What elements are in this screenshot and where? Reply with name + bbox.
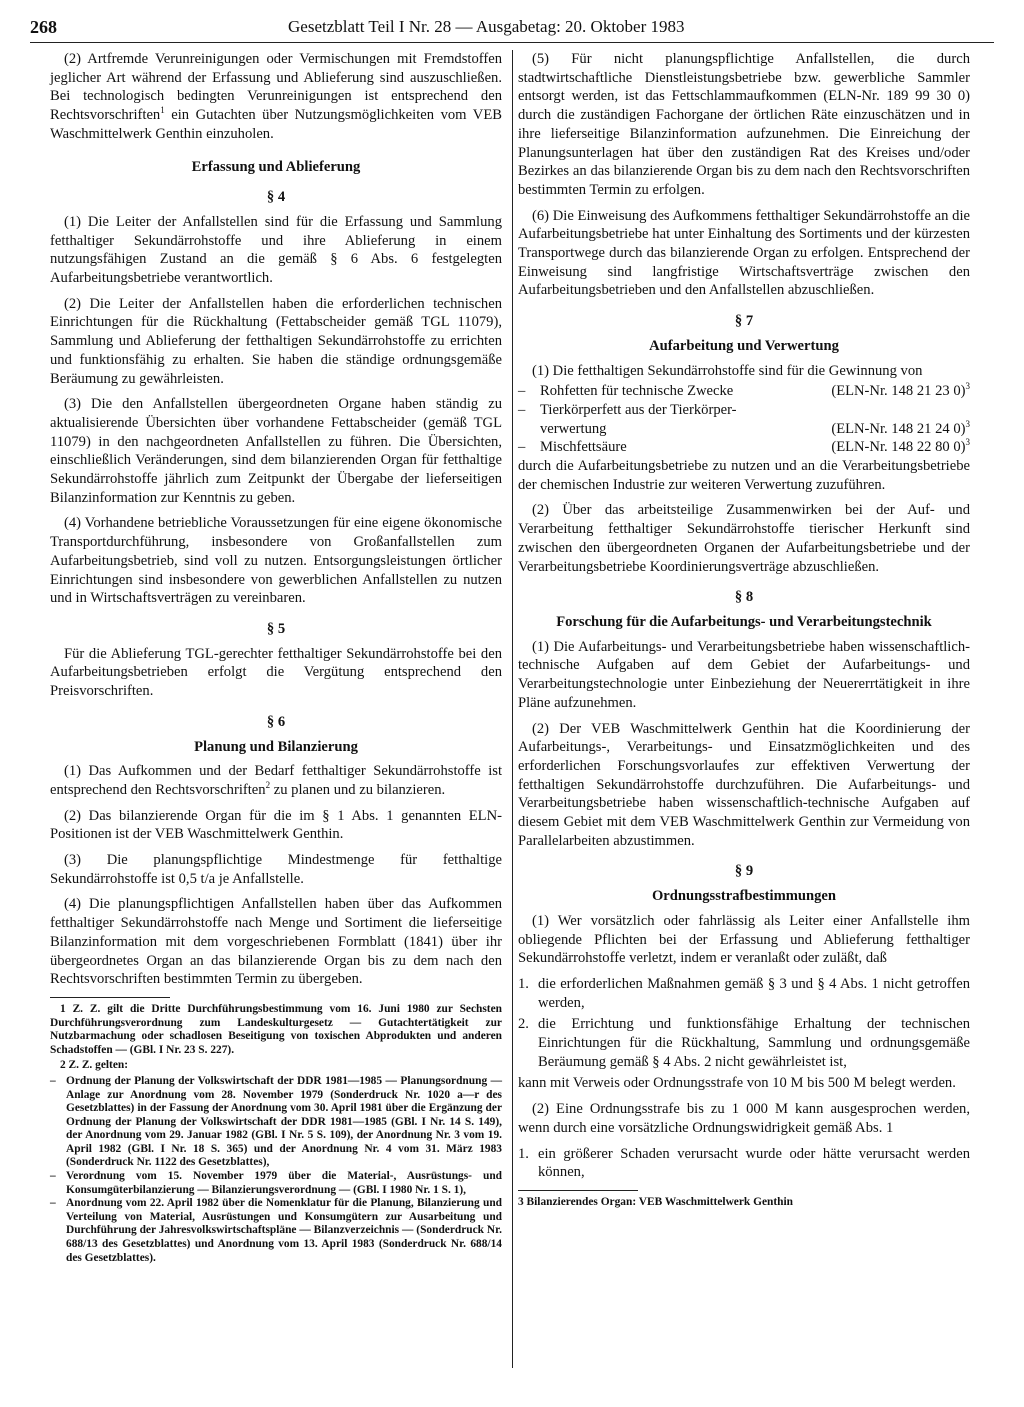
paragraph-s4-4: (4) Vorhandene betriebliche Voraussetzungen für eine eigene ökonomische Transportdurchführung, insbesondere von Großanfallstellen zum Aufarbeitungsbetrieb, sind voll zu nutzen. Entsorgungsleistungen örtlicher Einrichtungen sind insbesondere von gewerblichen Anfallstellen zu nutzen und in Wirtschaftsverträgen zu vereinbaren.: [50, 515, 502, 607]
list-item-continuation: verwertung (ELN-Nr. 148 21 24 0)$^3$: [540, 418, 970, 437]
numbered-item: 2. die Errichtung und funktionsfähige Erhaltung der technischen Einrichtungen für die Rückhaltung, Sammlung und ordnungsgemäße Beräumung gemäß § 4 Abs. 2 nicht gewährleistet ist,: [518, 1016, 970, 1070]
heading-forschung: Forschung für die Aufarbeitungs- und Verarbeitungstechnik: [556, 613, 932, 630]
page-header: [30, 14, 994, 40]
list-item: – Mischfettsäure (ELN-Nr. 148 22 80 0)$^3$: [518, 437, 970, 456]
section-6: § 6: [266, 713, 286, 730]
footnote-1: 1 Z. Z. gilt die Dritte Durchführungsbestimmung vom 16. Juni 1980 zur Sechsten Durchführungsverordnung zum Landeskulturgesetz — Gutachtertätigkeit zur Nutzbarmachung oder schadlosen Beseitigung von toxischen Abprodukten und anderen Schadstoffen — (GBl. I Nr. 23 S. 227).: [50, 1002, 502, 1056]
footnotes: [50, 1003, 502, 1265]
footnote-rule: [50, 997, 170, 998]
paragraph-s6-3: (3) Die planungspflichtige Mindestmenge für fetthaltige Sekundärrohstoffe ist 0,5 t/a je Anfallstelle.: [50, 852, 502, 887]
paragraph-s6-2: (2) Das bilanzierende Organ für die im § 1 Abs. 1 genannten ELN-Positionen ist der VEB Waschmittelwerk Genthin.: [50, 807, 502, 843]
heading-ordnung: Ordnungsstrafbestimmungen: [651, 888, 837, 905]
heading-aufarbeitung: Aufarbeitung und Verwertung: [649, 337, 839, 354]
numbered-item: 1. ein größerer Schaden verursacht wurde oder hätte verursacht werden können,: [518, 1145, 970, 1181]
paragraph-s9-1-intro: (1) Wer vorsätzlich oder fahrlässig als Leiter einer Anfallstelle ihm obliegende Pflichten bei der Erfassung und Ablieferung fetthaltiger Sekundärrohstoffe verletzt, indem er veranlaßt oder zuläßt, daß: [518, 912, 970, 967]
footnote-2-item: – Ordnung der Planung der Volkswirtschaft der DDR 1981—1985 — Planungsordnung — Anlage zur Anordnung vom 28. November 1979 (Sonderdruck Nr. 1020 a—r des Gesetzblattes) in der Fassung der Anordnung vom 30. April 1981 über die Ergänzung der Ordnung der Planung der Volkswirtschaft der DDR 1981—1985 (GBl. I Nr. 14 S. 149), der Anordnung vom 29. Januar 1982 (GBl. I Nr. 5 S. 109), der Anordnung Nr. 3 vom 19. April 1982 (GBl. I Nr. 18 S. 365) und der Anordnung Nr. 4 vom 31. März 1983 (Sonderdruck Nr. 1122 des Gesetzblattes),: [50, 1074, 502, 1169]
paragraph-s9-1-end: kann mit Verweis oder Ordnungsstrafe von 10 M bis 500 M belegt werden.: [518, 1075, 956, 1092]
paragraph-s7-2: (2) Über das arbeitsteilige Zusammenwirken bei der Auf- und Verarbeitung fetthaltiger Sekundärrohstoffe tierischer Herkunft sind zwischen den übergeordneten Organen der Aufarbeitungsbetriebe und der Verarbeitungsbetriebe Koordinierungsverträge abzuschließen.: [518, 502, 970, 575]
paragraph-s4-2: (2) Die Leiter der Anfallstellen haben die erforderlichen technischen Einrichtungen für die Rückhaltung (Fettabscheider gemäß TGL 11079), Sammlung und Ablieferung der fetthaltigen Sekundärrohstoffe zu errichten und funktionsfähig zu erhalten. Sie haben die ständige ordnungsgemäße Beräumung zu gewährleisten.: [50, 295, 502, 387]
section-5: § 5: [266, 620, 286, 637]
list-item: – Rohfetten für technische Zwecke (ELN-Nr. 148 21 23 0)$^3$: [518, 381, 970, 400]
paragraph-s7-1-intro: (1) Die fetthaltigen Sekundärrohstoffe sind für die Gewinnung von: [532, 362, 923, 379]
paragraph-s5: Für die Ablieferung TGL-gerechter fetthaltiger Sekundärrohstoffe bei den Aufarbeitungsbetrieben erfolgt die Vergütung entsprechend den Preisvorschriften.: [50, 645, 502, 700]
list-item: – Tierkörperfett aus der Tierkörper-: [518, 401, 737, 418]
section-4: § 4: [266, 189, 286, 206]
section-8: § 8: [734, 589, 754, 606]
heading-erfassung: Erfassung und Ablieferung: [191, 158, 361, 175]
paragraph-s8-2: (2) Der VEB Waschmittelwerk Genthin hat die Koordinierung der Aufarbeitungs-, Verarbeitungs- und Einsatzmöglichkeiten und des erforderlichen Forschungsvorlaufes zur effektiven Verwertung der fetthaltigen Sekundärrohstoffe durchzuführen. Die Aufarbeitungs- und Verarbeitungsbetriebe haben wissenschaftlich-technische Aufgaben auf diesem Gebiet mit dem VEB Waschmittelwerk Genthin zur Vermeidung von Parallelarbeiten abzustimmen.: [518, 720, 970, 849]
paragraph-s7-1-end: durch die Aufarbeitungsbetriebe zu nutzen und an die Verarbeitungsbetriebe der chemischen Industrie zur weiteren Verwertung zuzuführen.: [518, 458, 970, 493]
footnote-2-intro: 2 Z. Z. gelten:: [60, 1059, 129, 1072]
paragraph-s8-1: (1) Die Aufarbeitungs- und Verarbeitungsbetriebe haben wissenschaftlich-technische Aufgaben auf dem Gebiet der Aufarbeitungs- und Verarbeitungstechnologie unter Einbeziehung der Neuererrtätigkeit in ihre Pläne aufzunehmen.: [518, 638, 970, 711]
paragraph-s6-5: (5) Für nicht planungspflichtige Anfallstellen, die durch stadtwirtschaftliche Dienstleistungsbetriebe bzw. gewerbliche Sammler entsorgt werden, ist das Fettschlammaufkommen (ELN-Nr. 189 99 30 0) durch die zuständigen Fachorgane der örtlichen Räte einzuschätzen und in ihre lieferseitige Bilanzinformation aufzunehmen. Die Einreichung der Planungsunterlagen hat über den zuständigen Rat des Kreises und/oder Bezirkes an das bilanzierende Organ bis zu dem nach den Rechtsvorschriften bestimmten Termin zu erfolgen.: [518, 51, 970, 198]
header-rule: [30, 42, 994, 43]
heading-planung: Planung und Bilanzierung: [194, 738, 358, 755]
section-7: § 7: [734, 313, 754, 330]
left-column: [50, 50, 502, 1265]
footnote-2-item: – Verordnung vom 15. November 1979 über die Material-, Ausrüstungs- und Konsumgüterbilanzierung — Bilanzierungsverordnung — (GBl. I 1980 Nr. 1 S. 1),: [50, 1170, 502, 1196]
running-title: Gesetzblatt Teil I Nr. 28 — Ausgabetag: 20. Oktober 1983: [288, 17, 685, 36]
footnote-2-item: – Anordnung vom 22. April 1982 über die Nomenklatur für die Planung, Bilanzierung und Verteilung von Material, Ausrüstungen und Konsumgütern zur Ausarbeitung und Durchführung der Jahresvolkswirtschaftspläne — Bilanzverzeichnis — (Sonderdruck Nr. 688/13 des Gesetzblattes) und Anordnung vom 13. April 1983 (Sonderdruck Nr. 688/14 des Gesetzblattes).: [50, 1197, 502, 1264]
paragraph-s6-6: (6) Die Einweisung des Aufkommens fetthaltiger Sekundärrohstoffe an die Aufarbeitungsbetriebe hat unter Einhaltung des Sortiments und der kürzesten Transportwege durch das bilanzierende Organ zu erfolgen. Entsprechend der Einweisung sind langfristige Wirtschaftsverträge zwischen den Aufarbeitungsbetrieben und den Anfallstellen abzuschließen.: [518, 207, 970, 299]
paragraph-s9-2-intro: (2) Eine Ordnungsstrafe bis zu 1 000 M kann ausgesprochen werden, wenn durch eine vorsätzliche Ordnungswidrigkeit gemäß Abs. 1: [518, 1101, 970, 1136]
footnote-3: 3 Bilanzierendes Organ: VEB Waschmittelwerk Genthin: [518, 1195, 793, 1208]
numbered-item: 1. die erforderlichen Maßnahmen gemäß § 3 und § 4 Abs. 1 nicht getroffen werden,: [518, 975, 970, 1011]
page-number: 268: [30, 17, 57, 37]
column-divider: [512, 50, 513, 1368]
paragraph-s6-4: (4) Die planungspflichtigen Anfallstellen haben über das Aufkommen fetthaltiger Sekundärrohstoffe nach Menge und Sortiment die lieferseitige Bilanzinformation mit dem vorgeschriebenen Formblatt (1841) über ihr übergeordnetes Organ an das bilanzierende Organ bis zu dem nach den Rechtsvorschriften bestimmten Termin zu übergeben.: [50, 896, 502, 988]
paragraph-s6-1: (1) Das Aufkommen und der Bedarf fetthaltiger Sekundärrohstoffe ist entsprechend den Rechtsvorschriften$^2$ zu planen und zu bilanzieren.: [50, 763, 502, 798]
footnote-rule: [518, 1190, 638, 1191]
paragraph-s3-2: (2) Artfremde Verunreinigungen oder Vermischungen mit Fremdstoffen jeglicher Art während der Erfassung und Ablieferung sind auszuschließen. Bei technologisch bedingten Verunreinigungen ist entsprechend den Rechtsvorschriften$^1$ ein Gutachten über Nutzungsmöglichkeiten vom VEB Waschmittelwerk Genthin einzuholen.: [50, 51, 502, 142]
section-9: § 9: [734, 863, 754, 880]
right-column: [518, 50, 970, 1210]
paragraph-s4-3: (3) Die den Anfallstellen übergeordneten Organe haben ständig zu aktualisierende Übersichten über vorhandene Fettabscheider (gemäß TGL 11079) in den nachgeordneten Anfallstellen zu führen. Die Übersichten, einschließlich Veränderungen, sind dem bilanzierenden Organ für fetthaltige Sekundärrohstoffe jährlich zum Zeitpunkt der Übergabe der lieferseitigen Bilanzinformation zur Kenntnis zu geben.: [50, 396, 502, 506]
paragraph-s4-1: (1) Die Leiter der Anfallstellen sind für die Erfassung und Sammlung fetthaltiger Sekundärrohstoffe und ihre Ablieferung in einem nutzungsfähigen Zustand an die gemäß § 6 Abs. 6 festgelegten Aufarbeitungsbetriebe verantwortlich.: [50, 213, 502, 287]
